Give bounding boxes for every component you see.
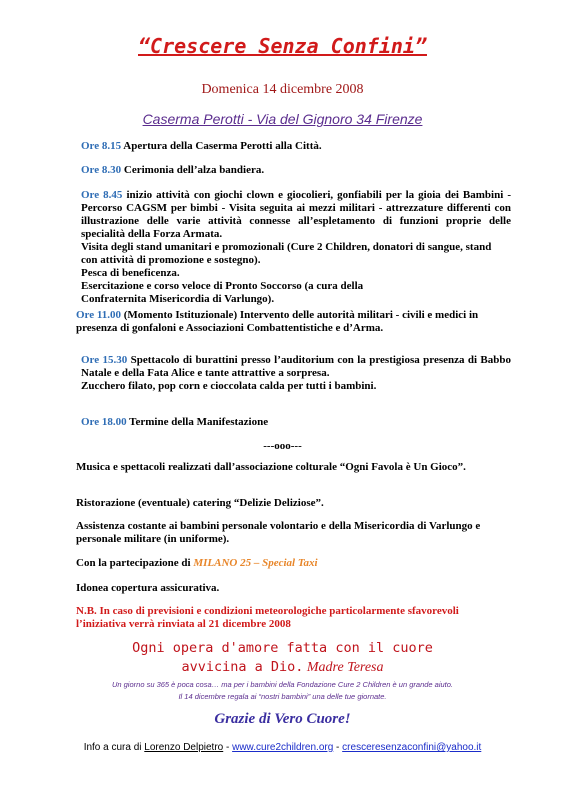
program-text: Termine della Manifestazione xyxy=(126,416,269,428)
program-item xyxy=(81,164,511,177)
footer xyxy=(0,742,565,753)
small-text-2: Il 14 dicembre regala ai “nostri bambini” una delle tue giornate. xyxy=(178,692,387,701)
program-item xyxy=(76,309,496,335)
partnership-name: MILANO 25 – Special Taxi xyxy=(193,557,318,569)
program-extra: Zucchero filato, pop corn e cioccolata calda per tutti i bambini. xyxy=(81,380,377,392)
program-item xyxy=(81,189,511,241)
program-item xyxy=(81,354,511,380)
footer-separator: - xyxy=(223,742,233,753)
separator: ---ooo--- xyxy=(263,440,302,452)
document-title: “Crescere Senza Confini” xyxy=(138,34,427,58)
program-item xyxy=(81,416,511,429)
footer-prefix: Info a cura di xyxy=(83,742,145,753)
program-extra: Esercitazione e corso veloce di Pronto Soccorso (a cura della Confraternita Misericordia di Varlungo). xyxy=(81,280,364,305)
program-text: Apertura della Caserma Perotti alla Città. xyxy=(121,140,322,152)
program-time: Ore 18.00 xyxy=(81,416,127,428)
note-insurance: Idonea copertura assicurativa. xyxy=(76,582,220,594)
partnership-prefix: Con la partecipazione di xyxy=(76,557,194,569)
quote-author: Madre Teresa xyxy=(303,660,384,675)
event-location: Caserma Perotti - Via del Gignoro 34 Firenze xyxy=(142,111,423,127)
note-partnership xyxy=(76,557,516,570)
quote-line-2 xyxy=(0,658,565,677)
quote-text: avvicina a Dio. xyxy=(181,659,304,675)
thanks-text: Grazie di Vero Cuore! xyxy=(214,711,351,727)
program-text: Cerimonia dell’alza bandiera. xyxy=(121,164,265,176)
footer-separator: - xyxy=(333,742,343,753)
program-text: inizio attività con giochi clown e giocolieri, gonfiabili per la gioia dei Bambini - Percorso CAGSM per bimbi - Visita seguita ai mezzi militari - attrezzature differenti con illustrazione delle varie attività connesse all’espletamento di funzioni proprie delle specialità della Forza Armata. xyxy=(81,189,511,240)
website-link[interactable]: www.cure2children.org xyxy=(232,742,334,753)
email-link[interactable]: cresceresenzaconfini@yahoo.it xyxy=(342,742,482,753)
program-item xyxy=(81,140,511,153)
note-music: Musica e spettacoli realizzati dall’associazione colturale “Ogni Favola è Un Gioco”. xyxy=(76,461,466,473)
note-nb: N.B. In caso di previsioni e condizioni meteorologiche particolarmente sfavorevoli l’iniziativa verrà rinviata al 21 dicembre 2008 xyxy=(76,605,459,630)
program-extra: Pesca di beneficenza. xyxy=(81,267,180,279)
event-date: Domenica 14 dicembre 2008 xyxy=(201,82,364,97)
program-extra: Visita degli stand umanitari e promozionali (Cure 2 Children, donatori di sangue, stand con attività di promozione e sostegno). xyxy=(81,241,492,266)
program-time: Ore 8.30 xyxy=(81,164,122,176)
program-text: (Momento Istituzionale) Intervento delle autorità militari - civili e medici in presenza di gonfaloni e Associazioni Combattentistiche e d’Arma. xyxy=(76,309,479,334)
quote-line-1: Ogni opera d'amore fatta con il cuore xyxy=(132,640,433,656)
small-text-1: Un giorno su 365 è poca cosa… ma per i bambini della Fondazione Cure 2 Children è un grande aiuto. xyxy=(111,680,454,689)
note-catering: Ristorazione (eventuale) catering “Delizie Deliziose”. xyxy=(76,497,324,509)
note-assistance: Assistenza costante ai bambini personale volontario e della Misericordia di Varlungo e personale militare (in uniforme). xyxy=(76,520,481,545)
program-time: Ore 11.00 xyxy=(76,309,122,321)
program-time: Ore 8.15 xyxy=(81,140,122,152)
program-time: Ore 8.45 xyxy=(81,189,123,201)
program-time: Ore 15.30 xyxy=(81,354,128,366)
program-text: Spettacolo di burattini presso l’auditorium con la prestigiosa presenza di Babbo Natale e della Fata Alice e tante attrattive a sorpresa. xyxy=(81,354,511,379)
footer-author: Lorenzo Delpietro xyxy=(144,742,224,753)
